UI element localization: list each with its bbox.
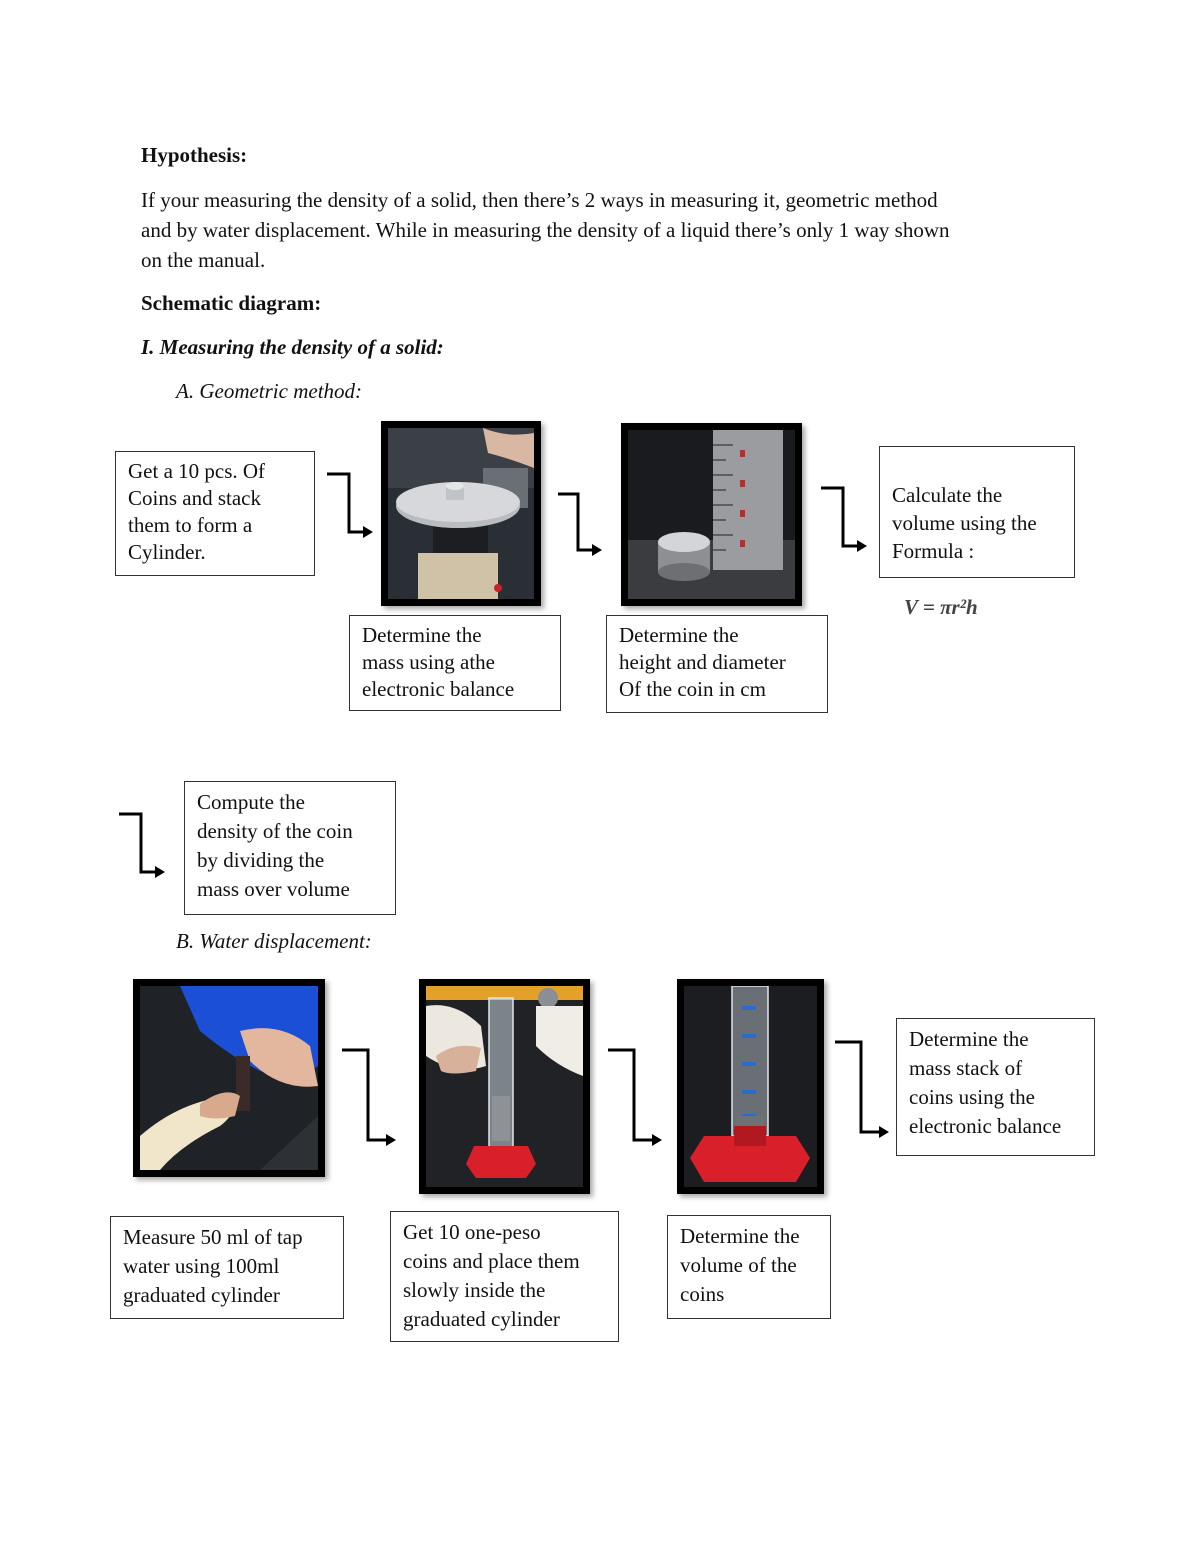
hypothesis-heading: Hypothesis:: [141, 143, 248, 167]
step-measure-water-box: Measure 50 ml of tap water using 100ml graduated cylinder: [110, 1216, 344, 1319]
coin-ruler-photo: [621, 423, 802, 606]
step-compute-density-box: Compute the density of the coin by dividing the mass over volume: [184, 781, 396, 915]
cylinder-closeup-photo: [677, 979, 824, 1194]
step-calculate-volume-box: [879, 446, 1075, 619]
hypothesis-line-2: and by water displacement. While in measuring the density of a liquid there’s only 1 way shown: [141, 218, 950, 242]
cylinder-coins-photo: [419, 979, 590, 1194]
hypothesis-line-1: If your measuring the density of a solid, then there’s 2 ways in measuring it, geometric method: [141, 188, 938, 212]
volume-formula: V = πr²h: [904, 595, 978, 619]
arrow-2-icon: [556, 490, 606, 562]
hypothesis-line-3: on the manual.: [141, 248, 266, 272]
arrow-5-icon: [340, 1046, 400, 1148]
pour-water-photo: [133, 979, 325, 1177]
step-determine-volume-box: Determine the volume of the coins: [667, 1215, 831, 1319]
arrow-6-icon: [606, 1046, 666, 1148]
method-a-heading: A. Geometric method:: [176, 379, 363, 403]
balance-photo: [381, 421, 541, 606]
schematic-heading: Schematic diagram:: [141, 291, 322, 315]
step-determine-mass-stack-box: Determine the mass stack of coins using the electronic balance: [896, 1018, 1095, 1156]
arrow-4-icon: [117, 810, 167, 882]
step-place-coins-box: Get 10 one-peso coins and place them slowly inside the graduated cylinder: [390, 1211, 619, 1342]
calculate-volume-text: Calculate the volume using the Formula :: [892, 483, 1037, 563]
section-solid-heading: I. Measuring the density of a solid:: [141, 335, 444, 359]
method-b-heading: B. Water displacement:: [176, 929, 372, 953]
step-determine-height-box: Determine the height and diameter Of the coin in cm: [606, 615, 828, 713]
arrow-7-icon: [833, 1038, 893, 1140]
arrow-3-icon: [819, 484, 869, 556]
hypothesis-text: [141, 185, 1101, 275]
step-get-coins-box: Get a 10 pcs. Of Coins and stack them to form a Cylinder.: [115, 451, 315, 576]
arrow-1-icon: [325, 470, 375, 542]
step-determine-mass-box: Determine the mass using athe electronic balance: [349, 615, 561, 711]
